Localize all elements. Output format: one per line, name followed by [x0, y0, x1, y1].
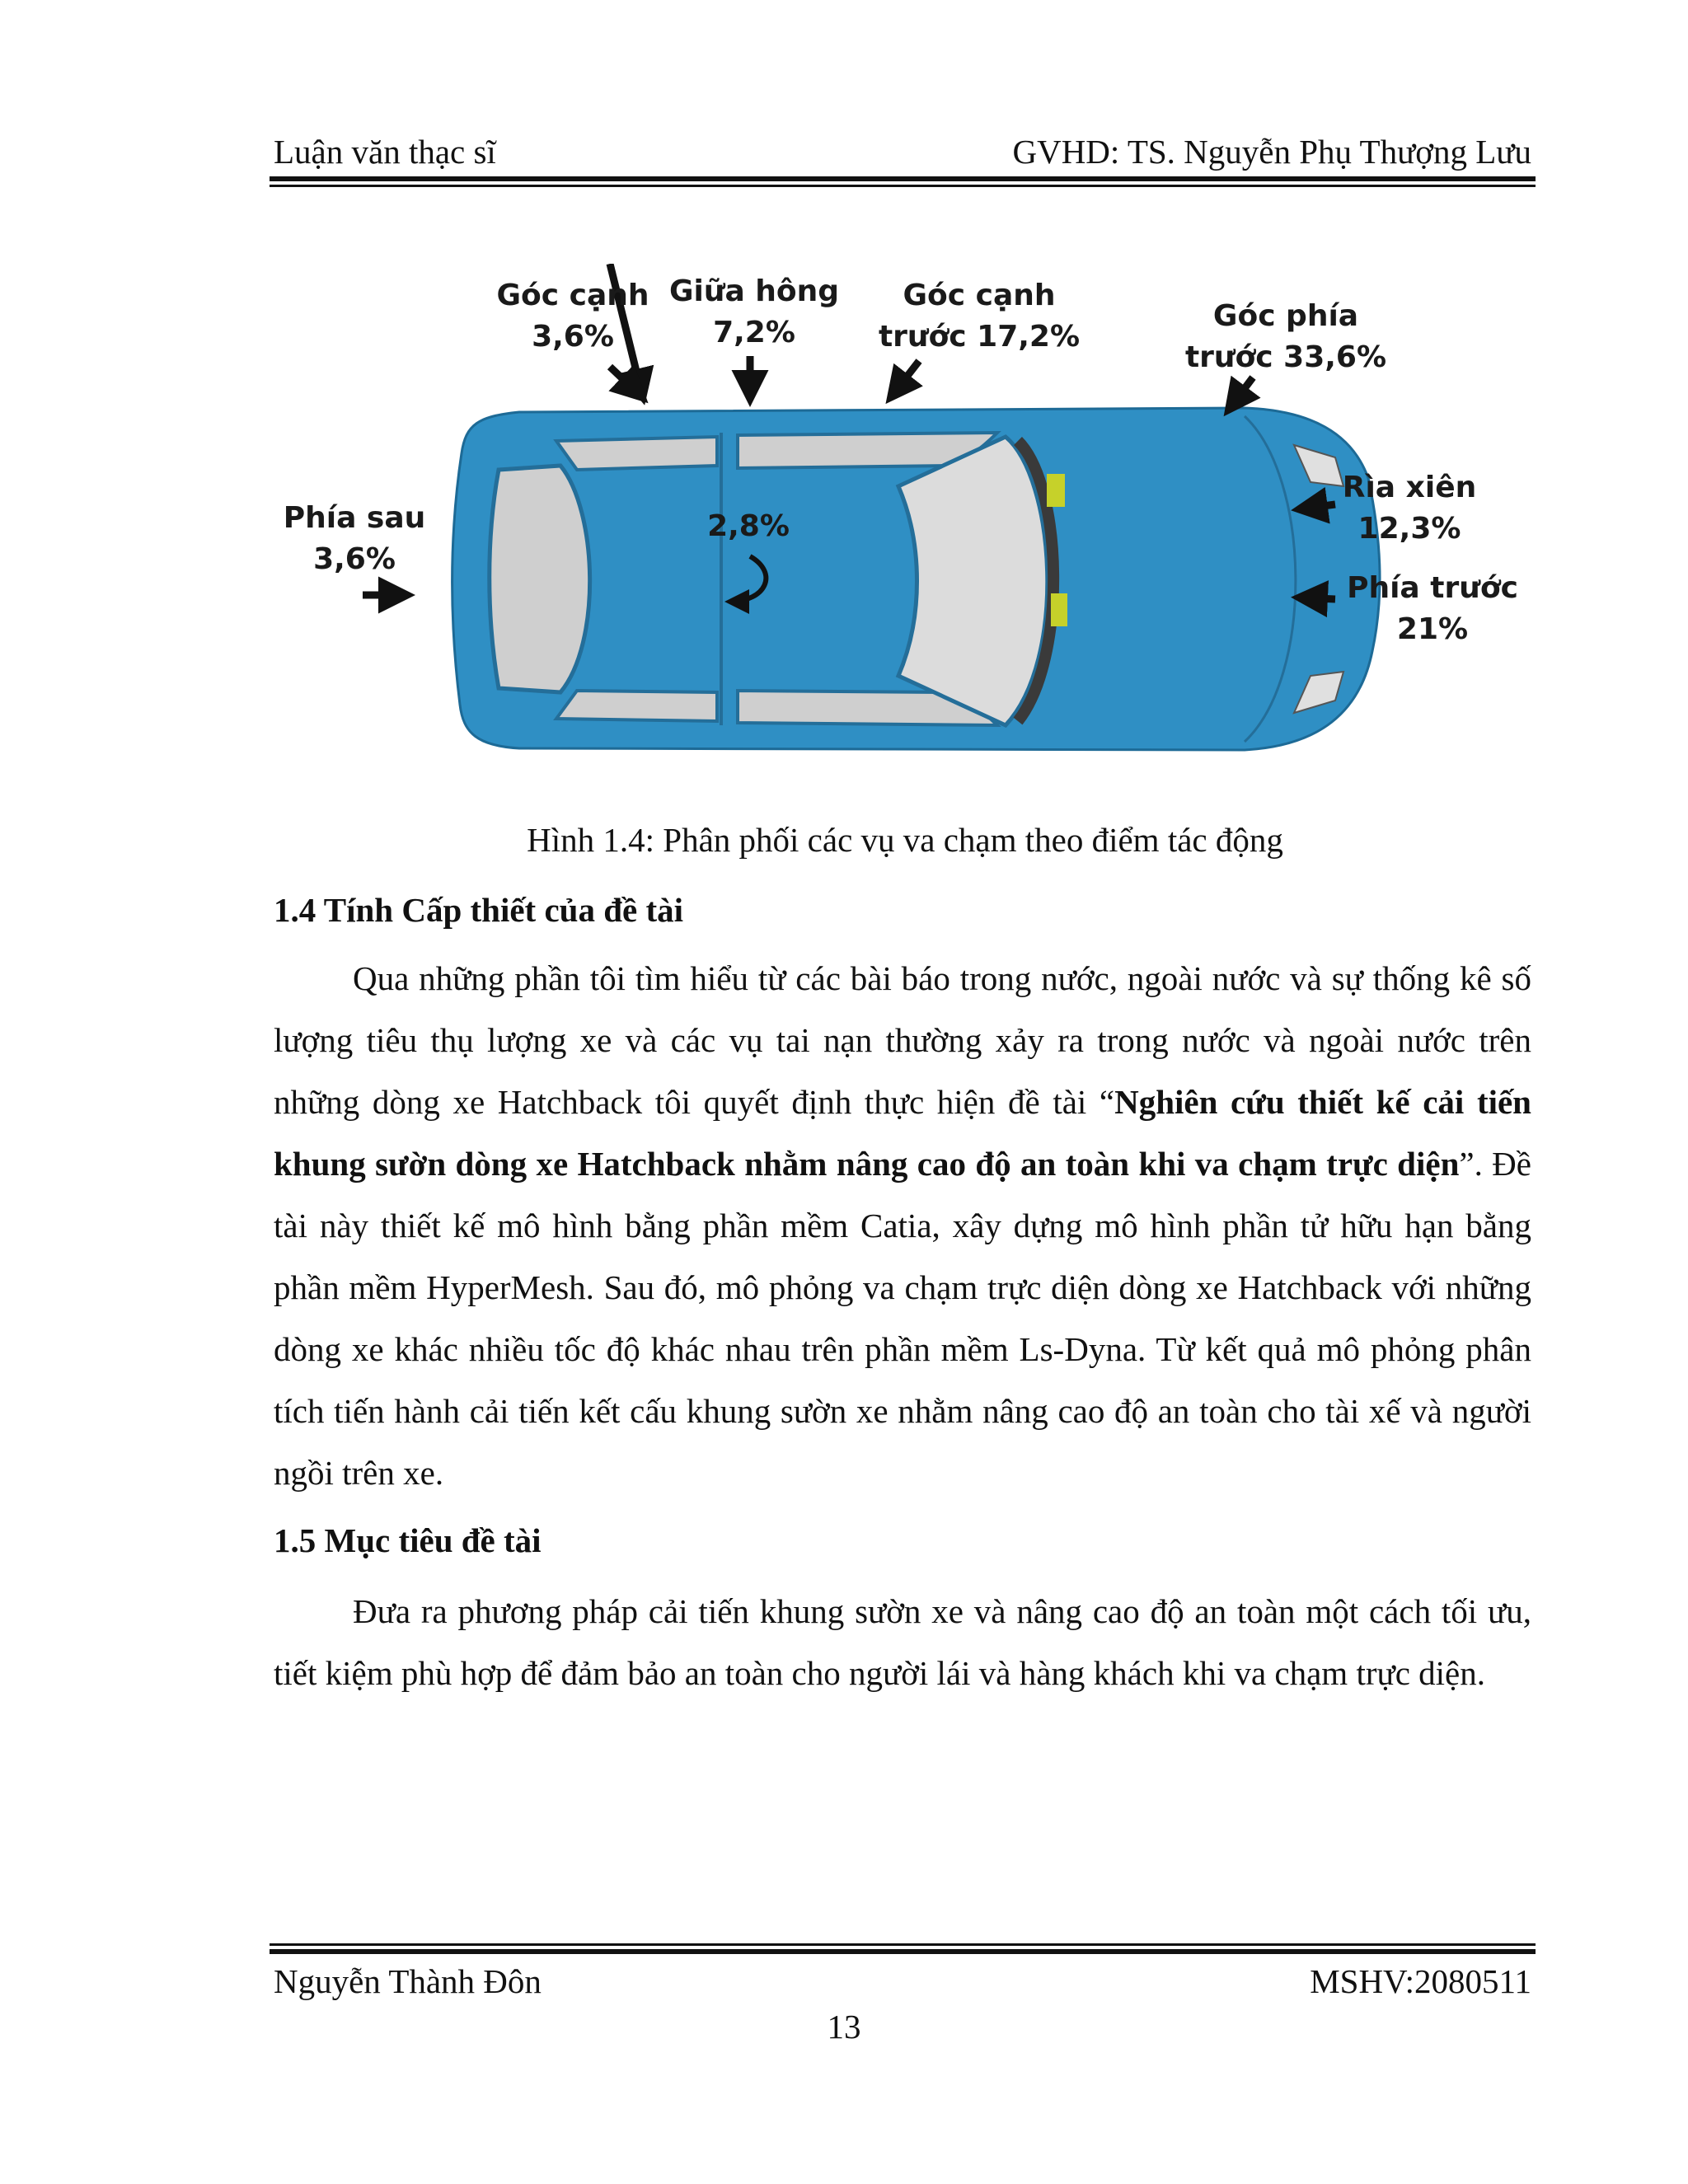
- thesis-title-bold: Nghiên cứu thiết kế cải tiến khung sườn dòng xe Hatchback nhằm nâng cao độ an toàn khi va chạm trực diện: [274, 1083, 1531, 1183]
- label-phia-truoc-pct: 21%: [1396, 612, 1469, 646]
- label-giua-hong-pct: 7,2%: [713, 316, 795, 349]
- section-14-text-start: Qua những phần tôi tìm hiểu từ các bài báo trong nước, ngoài nước và sự thống kê số lượng tiêu thụ lượng xe và các vụ tai nạn thường xảy ra trong nước và ngoài nước trên những dòng xe Hatchback tôi quyết định thực hiện đề tài “: [274, 959, 1531, 1121]
- footer-left: Nguyễn Thành Đôn: [274, 1962, 542, 2000]
- header-left: Luận văn thạc sĩ: [274, 133, 496, 171]
- label-goc-phia-truoc: Góc phía: [1212, 299, 1359, 333]
- page-number: 13: [827, 2008, 861, 2046]
- label-goc-phia-truoc-pct: trước 33,6%: [1184, 340, 1387, 374]
- label-phia-truoc: Phía trước: [1347, 571, 1518, 605]
- label-goc-canh-2-pct: trước 17,2%: [878, 320, 1081, 354]
- figure-caption: Hình 1.4: Phân phối các vụ va chạm theo điểm tác động: [527, 821, 1283, 859]
- collision-figure: [272, 264, 1533, 791]
- section-14-text-end: ”. Đề tài này thiết kế mô hình bằng phần mềm Catia, xây dựng mô hình phần tử hữu hạn bằng phần mềm HyperMesh. Sau đó, mô phỏng va chạm trực diện dòng xe Hatchback với những dòng xe khác nhiều tốc độ khác nhau trên phần mềm Ls-Dyna. Từ kết quả mô phỏng phân tích tiến hành cải tiến kết cấu khung sườn xe nhằm nâng cao độ an toàn cho tài xế và người ngồi trên xe.: [274, 1145, 1531, 1492]
- section-15-heading: 1.5 Mục tiêu đề tài: [274, 1521, 542, 1559]
- header-right: GVHD: TS. Nguyễn Phụ Thượng Lưu: [1012, 133, 1531, 171]
- label-goc-canh-1: Góc cạnh: [496, 279, 649, 312]
- footer-rule: [270, 1943, 1536, 1954]
- page-header: [274, 132, 1531, 171]
- label-ria-xien-pct: 12,3%: [1357, 512, 1461, 546]
- section-14-heading: 1.4 Tính Cấp thiết của đề tài: [274, 891, 684, 929]
- label-goc-canh-1-pct: 3,6%: [532, 320, 614, 354]
- label-giua-hong: Giữa hông: [668, 274, 840, 308]
- section-15-paragraph: Đưa ra phương pháp cải tiến khung sườn xe và nâng cao độ an toàn một cách tối ưu, tiết kiệm phù hợp để đảm bảo an toàn cho người lái và hàng khách khi va chạm trực diện.: [274, 1592, 1531, 1692]
- label-phia-sau: Phía sau: [283, 501, 426, 535]
- car-top-view-diagram: [272, 264, 1533, 791]
- label-goc-canh-2: Góc cạnh: [903, 279, 1056, 312]
- car-illustration: [452, 408, 1380, 750]
- label-ria-xien: Rìa xiên: [1342, 471, 1477, 504]
- page-footer: [274, 1961, 1531, 2001]
- label-rollover-pct: 2,8%: [707, 509, 790, 543]
- section-14-paragraph: [274, 948, 1531, 1504]
- footer-right: MSHV:2080511: [1310, 1962, 1531, 2000]
- label-phia-sau-pct: 3,6%: [313, 542, 396, 576]
- header-rule: [270, 176, 1536, 187]
